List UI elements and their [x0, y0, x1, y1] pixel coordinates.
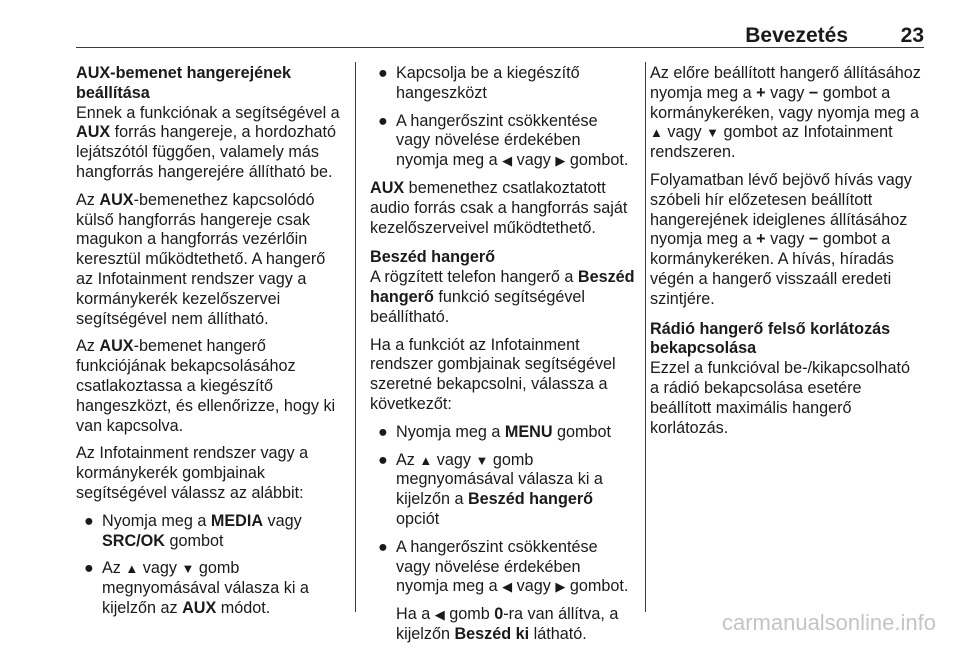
right-arrow-icon: ▶: [555, 153, 566, 169]
paragraph-speech-intro: A rögzített telefon hangerő a Beszéd hangerő funkció segítségével beállítható.: [370, 268, 635, 326]
list-item: ● Kapcsolja be a kiegészítő hangeszközt: [370, 64, 640, 104]
paragraph-aux-enable: Az AUX-bemenet hangerő funkciójának bekapcsolásához csatlakoztassa a kiegészítő hangeszközt, és ellenőrizze, hogy ki van kapcsolva.: [76, 337, 336, 435]
bullet-icon: ●: [378, 450, 388, 469]
list-item: ● Az ▲ vagy ▼ gomb megnyomásával válasza ki a kijelzőn a Beszéd hangerő opciót: [370, 451, 640, 530]
indented-note: Ha a ◀ gomb 0-ra van állítva, a kijelzőn Beszéd ki látható.: [396, 605, 619, 643]
page-header: [76, 0, 924, 48]
paragraph-aux-select: Az Infotainment rendszer vagy a kormánykerék gombjainak segítségével válassz az alábbit:: [76, 444, 309, 502]
bullet-icon: ●: [378, 422, 388, 441]
paragraph-preset-volume: Az előre beállított hangerő állításához nyomja meg a + vagy − gombot a kormánykeréken, vagy nyomja meg a ▲ vagy ▼ gombot az Infotainment rendszeren.: [650, 64, 921, 162]
page-number: 23: [900, 24, 924, 47]
left-arrow-icon: ◀: [434, 607, 445, 623]
plus-icon: +: [756, 83, 766, 102]
paragraph-aux-intro: Ennek a funkciónak a segítségével a AUX forrás hangereje, a hordozható lejátszótól függően, valamely más hangforrás hangerejére állítható be.: [76, 103, 340, 181]
list-item: ● A hangerőszint csökkentése vagy növelése érdekében nyomja meg a ◀ vagy ▶ gombot.: [370, 538, 640, 597]
plus-icon: +: [756, 230, 766, 249]
down-arrow-icon: ▼: [181, 561, 195, 577]
paragraph-aux-note: AUX bemenethez csatlakoztatott audio forrás csak a hangforrás saját kezelőszerveivel működtethető.: [370, 178, 628, 237]
paragraph-call-volume: Folyamatban lévő bejövő hívás vagy szóbeli hír előzetesen beállított hangerejének ideiglenes állításához nyomja meg a + vagy − gombot a kormánykeréken. A hívás, híradás végén a hangerő visszaáll eredeti szintjére.: [650, 170, 912, 308]
bullet-icon: ●: [84, 559, 94, 578]
minus-icon: −: [808, 83, 819, 102]
paragraph-radio-limit: Ezzel a funkcióval be-/kikapcsolható a rádió bekapcsolása esetére beállított maximális hangerő korlátozás.: [650, 359, 911, 437]
up-arrow-icon: ▲: [650, 125, 663, 141]
up-arrow-icon: ▲: [125, 561, 139, 577]
watermark: carmanualsonline.info: [721, 610, 936, 635]
left-arrow-icon: ◀: [502, 579, 513, 595]
left-arrow-icon: ◀: [502, 153, 513, 169]
section-heading-radio-limit: Rádió hangerő felső korlátozás bekapcsolása: [650, 319, 891, 358]
column-1: [76, 64, 348, 627]
paragraph-aux-external: Az AUX-bemenethez kapcsolódó külső hangforrás hangereje csak magukon a hangforrás vezérlőin keresztül működtethető. A hangerő az Infotainment rendszer vagy a kormánykerék kezelőszervei segítségével nem állítható.: [76, 190, 326, 328]
paragraph-speech-enable: Ha a funkciót az Infotainment rendszer gombjainak segítségével szeretné bekapcsolni, válassza a következőt:: [370, 335, 616, 413]
column-2: [370, 64, 640, 653]
down-arrow-icon: ▼: [706, 125, 719, 141]
up-arrow-icon: ▲: [419, 452, 433, 468]
list-item: ● A hangerőszint csökkentése vagy növelése érdekében nyomja meg a ◀ vagy ▶ gombot.: [370, 112, 640, 171]
right-arrow-icon: ▶: [555, 579, 566, 595]
column-divider-1: [355, 62, 356, 612]
bullet-icon: ●: [378, 64, 388, 82]
column-divider-2: [645, 62, 646, 612]
list-item: ● Nyomja meg a MEDIA vagy SRC/OK gombot: [76, 512, 348, 552]
bullet-icon: ●: [378, 111, 388, 130]
minus-icon: −: [808, 230, 819, 249]
list-item: ● Az ▲ vagy ▼ gomb megnyomásával válasza ki a kijelzőn az AUX módot.: [76, 559, 348, 618]
list-item: ● Nyomja meg a MENU gombot: [370, 423, 640, 443]
column-3: [650, 64, 940, 446]
down-arrow-icon: ▼: [475, 452, 489, 468]
bullet-icon: ●: [378, 537, 388, 556]
section-heading-aux: AUX-bemenet hangerejének beállítása: [76, 64, 291, 102]
section-heading-speech: Beszéd hangerő: [370, 248, 496, 267]
bullet-icon: ●: [84, 511, 94, 530]
page-title: Bevezetés: [745, 24, 848, 47]
